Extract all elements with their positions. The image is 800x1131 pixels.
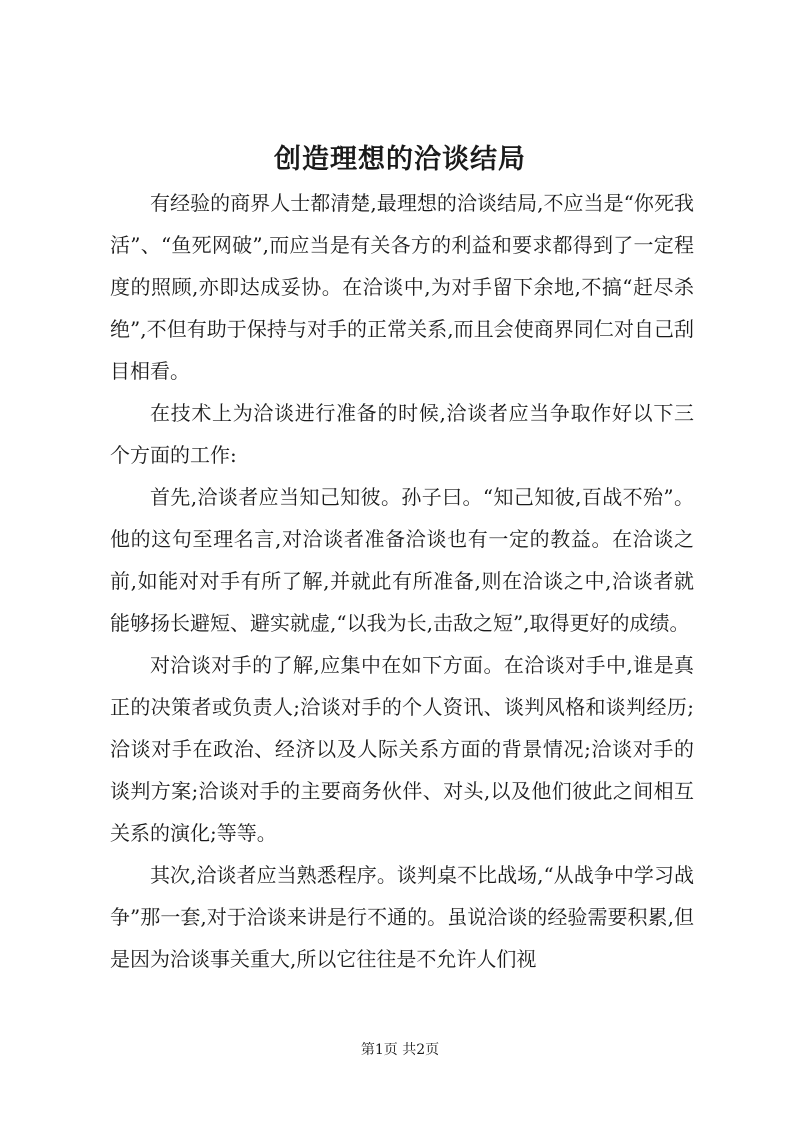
document-body (110, 182, 694, 980)
paragraph-3: 首先,洽谈者应当知己知彼。孙子曰。“知己知彼,百战不殆”。他的这句至理名言,对洽谈者准备洽谈也有一定的教益。在洽谈之前,如能对对手有所了解,并就此有所准备,则在洽谈之中,洽谈者就能够扬长避短、避实就虚,“以我为长,击敌之短”,取得更好的成绩。 (110, 485, 694, 635)
page-footer: 第1页 共2页 (360, 1042, 440, 1058)
paragraph-1: 有经验的商界人士都清楚,最理想的洽谈结局,不应当是“你死我活”、“鱼死网破”,而应当是有关各方的利益和要求都得到了一定程度的照顾,亦即达成妥协。在洽谈中,为对手留下余地,不搞“赶尽杀绝”,不但有助于保持与对手的正常关系,而且会使商界同仁对自己刮目相看。 (110, 191, 694, 383)
paragraph-4: 对洽谈对手的了解,应集中在如下方面。在洽谈对手中,谁是真正的决策者或负责人;洽谈对手的个人资讯、谈判风格和谈判经历;洽谈对手在政治、经济以及人际关系方面的背景情况;洽谈对手的谈判方案;洽谈对手的主要商务伙伴、对头,以及他们彼此之间相互关系的演化;等等。 (110, 653, 694, 845)
paragraph-5: 其次,洽谈者应当熟悉程序。谈判桌不比战场,“从战争中学习战争”那一套,对于洽谈来讲是行不通的。虽说洽谈的经验需要积累,但是因为洽谈事关重大,所以它往往是不允许人们视 (110, 863, 694, 971)
paragraph-2: 在技术上为洽谈进行准备的时候,洽谈者应当争取作好以下三个方面的工作: (110, 401, 694, 467)
document-title: 创造理想的洽谈结局 (274, 144, 526, 175)
